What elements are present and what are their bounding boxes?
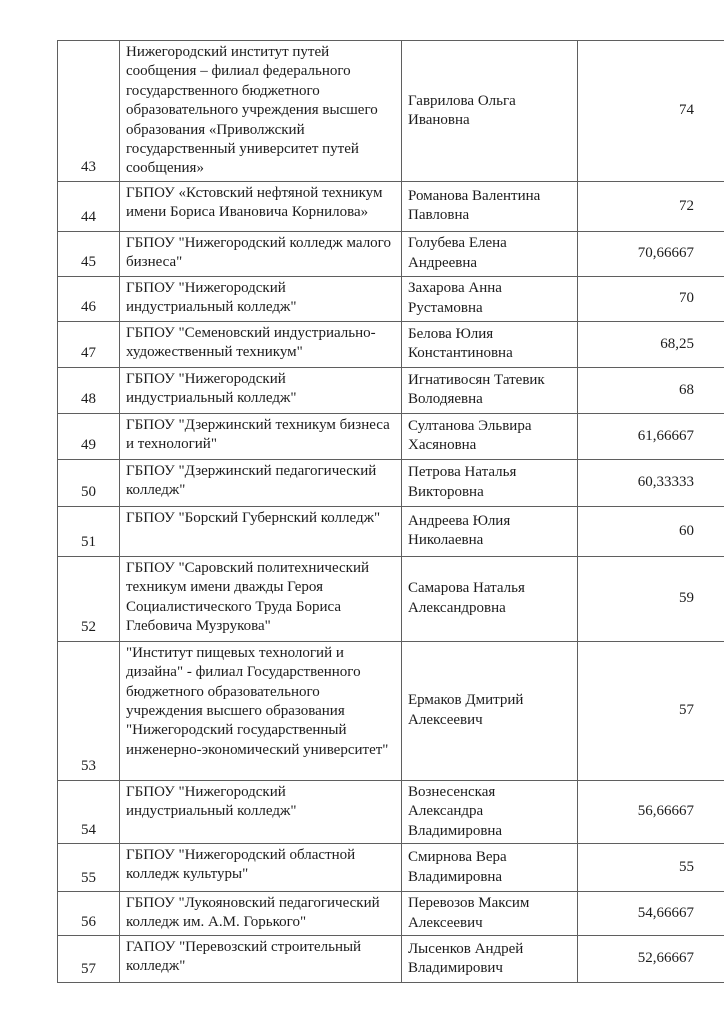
cell-score: 56,66667	[578, 780, 724, 843]
cell-institution: ГБПОУ "Нижегородский индустриальный колледж"	[120, 780, 402, 843]
cell-institution: ГБПОУ «Кстовский нефтяной техникум имени Бориса Ивановича Корнилова»	[120, 181, 402, 231]
cell-institution: ГБПОУ "Семеновский индустриально-художественный техникум"	[120, 321, 402, 367]
table-row	[58, 506, 724, 556]
cell-score: 70,66667	[578, 231, 724, 276]
table-row	[58, 41, 724, 182]
cell-institution: ГБПОУ "Нижегородский индустриальный колледж"	[120, 276, 402, 321]
cell-person-name: Белова Юлия Константиновна	[402, 321, 578, 367]
cell-row-number: 54	[58, 780, 120, 843]
table-row	[58, 844, 724, 892]
cell-score: 68,25	[578, 321, 724, 367]
cell-person-name: Смирнова Вера Владимировна	[402, 844, 578, 892]
cell-person-name: Захарова Анна Рустамовна	[402, 276, 578, 321]
cell-institution: ГБПОУ "Саровский политехнический техникум имени дважды Героя Социалистического Труда Бориса Глебовича Музрукова"	[120, 556, 402, 641]
table-row	[58, 181, 724, 231]
results-table-body	[58, 41, 724, 983]
table-row	[58, 413, 724, 459]
table-row	[58, 321, 724, 367]
cell-row-number: 51	[58, 506, 120, 556]
table-row	[58, 276, 724, 321]
cell-score: 60,33333	[578, 459, 724, 506]
cell-row-number: 49	[58, 413, 120, 459]
cell-row-number: 53	[58, 641, 120, 780]
cell-person-name: Голубева Елена Андреевна	[402, 231, 578, 276]
cell-institution: ГБПОУ "Лукояновский педагогический колледж им. А.М. Горького"	[120, 892, 402, 936]
cell-institution: ГБПОУ "Дзержинский техникум бизнеса и технологий"	[120, 413, 402, 459]
cell-row-number: 47	[58, 321, 120, 367]
cell-person-name: Игнативосян Татевик Володяевна	[402, 367, 578, 413]
cell-person-name: Самарова Наталья Александровна	[402, 556, 578, 641]
cell-score: 60	[578, 506, 724, 556]
cell-institution: "Институт пищевых технологий и дизайна" - филиал Государственного бюджетного образовательного учреждения высшего образования "Нижегородский государственный инженерно-экономический университет"	[120, 641, 402, 780]
cell-person-name: Лысенков Андрей Владимирович	[402, 936, 578, 983]
cell-institution: ГАПОУ "Перевозский строительный колледж"	[120, 936, 402, 983]
table-row	[58, 780, 724, 843]
cell-person-name: Романова Валентина Павловна	[402, 181, 578, 231]
cell-row-number: 55	[58, 844, 120, 892]
cell-institution: ГБПОУ "Нижегородский областной колледж культуры"	[120, 844, 402, 892]
cell-person-name: Андреева Юлия Николаевна	[402, 506, 578, 556]
cell-score: 61,66667	[578, 413, 724, 459]
cell-row-number: 46	[58, 276, 120, 321]
cell-person-name: Султанова Эльвира Хасяновна	[402, 413, 578, 459]
cell-row-number: 50	[58, 459, 120, 506]
cell-institution: Нижегородский институт путей сообщения – филиал федерального государственного бюджетного образовательного учреждения высшего образования «Приволжский государственный университет путей сообщения»	[120, 41, 402, 182]
table-row	[58, 367, 724, 413]
cell-score: 72	[578, 181, 724, 231]
table-row	[58, 459, 724, 506]
cell-person-name: Гаврилова Ольга Ивановна	[402, 41, 578, 182]
cell-score: 54,66667	[578, 892, 724, 936]
cell-person-name: Перевозов Максим Алексеевич	[402, 892, 578, 936]
cell-row-number: 57	[58, 936, 120, 983]
results-table	[57, 40, 724, 983]
cell-score: 68	[578, 367, 724, 413]
cell-row-number: 44	[58, 181, 120, 231]
table-row	[58, 231, 724, 276]
cell-score: 57	[578, 641, 724, 780]
cell-row-number: 43	[58, 41, 120, 182]
cell-row-number: 56	[58, 892, 120, 936]
cell-person-name: Вознесенская Александра Владимировна	[402, 780, 578, 843]
cell-score: 70	[578, 276, 724, 321]
cell-person-name: Ермаков Дмитрий Алексеевич	[402, 641, 578, 780]
cell-row-number: 45	[58, 231, 120, 276]
cell-score: 55	[578, 844, 724, 892]
table-row	[58, 892, 724, 936]
cell-score: 52,66667	[578, 936, 724, 983]
cell-score: 59	[578, 556, 724, 641]
cell-score: 74	[578, 41, 724, 182]
cell-institution: ГБПОУ "Дзержинский педагогический колледж"	[120, 459, 402, 506]
table-row	[58, 641, 724, 780]
cell-person-name: Петрова Наталья Викторовна	[402, 459, 578, 506]
table-row	[58, 556, 724, 641]
cell-institution: ГБПОУ "Борский Губернский колледж"	[120, 506, 402, 556]
cell-row-number: 52	[58, 556, 120, 641]
cell-institution: ГБПОУ "Нижегородский индустриальный колледж"	[120, 367, 402, 413]
cell-institution: ГБПОУ "Нижегородский колледж малого бизнеса"	[120, 231, 402, 276]
cell-row-number: 48	[58, 367, 120, 413]
table-row	[58, 936, 724, 983]
